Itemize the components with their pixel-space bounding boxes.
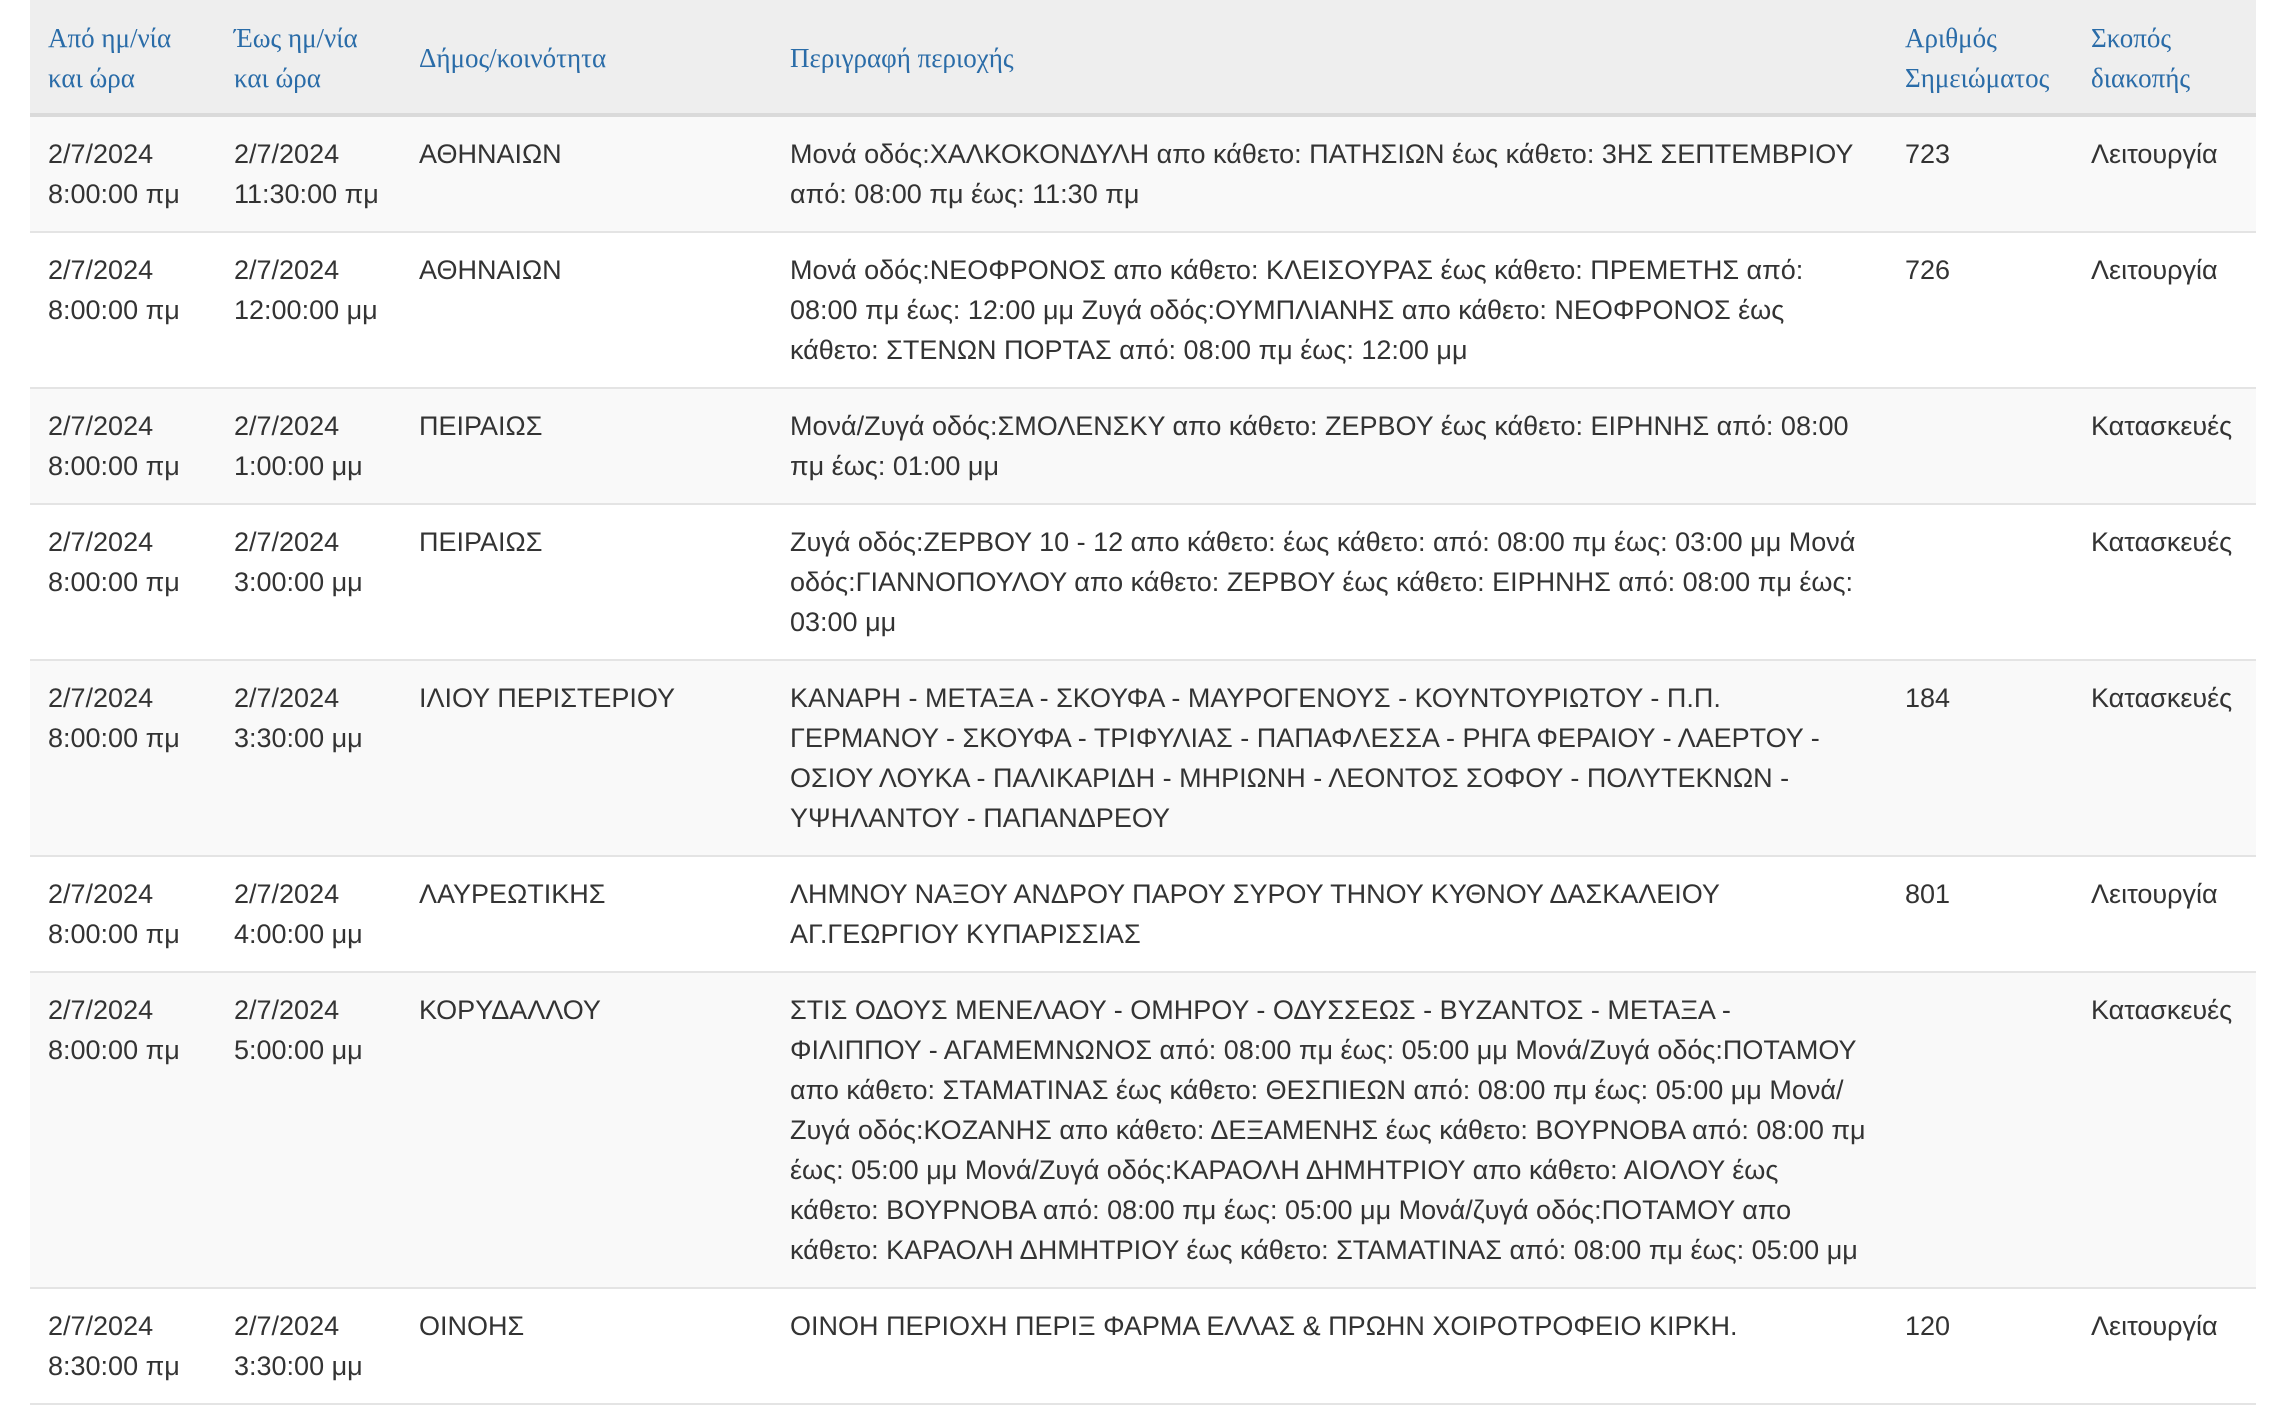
- to-time: 3:30:00 μμ: [234, 1351, 363, 1381]
- table-row: [30, 504, 2256, 660]
- header-purpose[interactable]: [2073, 0, 2256, 115]
- header-municipality[interactable]: [401, 0, 772, 115]
- cell-note-number: 726: [1887, 232, 2073, 388]
- cell-description: ΣΤΙΣ ΟΔΟΥΣ ΜΕΝΕΛΑΟΥ - ΟΜΗΡΟΥ - ΟΔΥΣΣΕΩΣ - ΒΥΖΑΝΤΟΣ - ΜΕΤΑΞΑ - ΦΙΛΙΠΠΟΥ - ΑΓΑΜΕΜΝΩΝΟΣ από: 08:00 πμ έως: 05:00 μμ Μονά/Ζυγά οδός:ΠΟΤΑΜΟΥ απο κάθετο: ΣΤΑΜΑΤΙΝΑΣ έως κάθετο: ΘΕΣΠΙΕΩΝ από: 08:00 πμ έως: 05:00 μμ Μονά/Ζυγά οδός:ΚΟΖΑΝΗΣ απο κάθετο: ΔΕΞΑΜΕΝΗΣ έως κάθετο: ΒΟΥΡΝΟΒΑ από: 08:00 πμ έως: 05:00 μμ Μονά/Ζυγά οδός:ΚΑΡΑΟΛΗ ΔΗΜΗΤΡΙΟΥ απο κάθετο: ΑΙΟΛΟΥ έως κάθετο: ΒΟΥΡΝΟΒΑ από: 08:00 πμ έως: 05:00 μμ Μονά/ζυγά οδός:ΠΟΤΑΜΟΥ απο κάθετο: ΚΑΡΑΟΛΗ ΔΗΜΗΤΡΙΟΥ έως κάθετο: ΣΤΑΜΑΤΙΝΑΣ από: 08:00 πμ έως: 05:00 μμ: [772, 972, 1887, 1288]
- header-note-line-1: Αριθμός: [1905, 22, 1997, 53]
- cell-note-number: 184: [1887, 660, 2073, 856]
- to-time: 12:00:00 μμ: [234, 295, 378, 325]
- from-time: 8:00:00 πμ: [48, 567, 180, 597]
- cell-note-number: [1887, 972, 2073, 1288]
- cell-to: [216, 504, 401, 660]
- cell-to: [216, 1288, 401, 1404]
- cell-municipality: ΛΑΥΡΕΩΤΙΚΗΣ: [401, 856, 772, 972]
- to-time: 3:30:00 μμ: [234, 723, 363, 753]
- outage-table: [30, 0, 2256, 1405]
- to-time: 11:30:00 πμ: [234, 179, 379, 209]
- header-note-line-2: Σημειώματος: [1905, 62, 2050, 93]
- outage-table-container: [30, 0, 2256, 1405]
- cell-to: [216, 972, 401, 1288]
- to-time: 3:00:00 μμ: [234, 567, 363, 597]
- from-time: 8:00:00 πμ: [48, 179, 180, 209]
- cell-purpose: Κατασκευές: [2073, 660, 2256, 856]
- to-date: 2/7/2024: [234, 879, 340, 909]
- from-time: 8:00:00 πμ: [48, 1035, 180, 1065]
- from-date: 2/7/2024: [48, 995, 154, 1025]
- header-municipality-label: Δήμος/κοινότητα: [419, 42, 607, 73]
- to-date: 2/7/2024: [234, 683, 340, 713]
- cell-from: [30, 1288, 216, 1404]
- cell-description: Ζυγά οδός:ΖΕΡΒΟΥ 10 - 12 απο κάθετο: έως κάθετο: από: 08:00 πμ έως: 03:00 μμ Μονά οδός:ΓΙΑΝΝΟΠΟΥΛΟΥ απο κάθετο: ΖΕΡΒΟΥ έως κάθετο: ΕΙΡΗΝΗΣ από: 08:00 πμ έως: 03:00 μμ: [772, 504, 1887, 660]
- cell-note-number: [1887, 504, 2073, 660]
- cell-purpose: Κατασκευές: [2073, 972, 2256, 1288]
- header-purpose-line-2: διακοπής: [2091, 62, 2191, 93]
- from-date: 2/7/2024: [48, 139, 154, 169]
- cell-description: ΛΗΜΝΟΥ ΝΑΞΟΥ ΑΝΔΡΟΥ ΠΑΡΟΥ ΣΥΡΟΥ ΤΗΝΟΥ ΚΥΘΝΟΥ ΔΑΣΚΑΛΕΙΟΥ ΑΓ.ΓΕΩΡΓΙΟΥ ΚΥΠΑΡΙΣΣΙΑΣ: [772, 856, 1887, 972]
- cell-description: Μονά/Ζυγά οδός:ΣΜΟΛΕΝΣΚΥ απο κάθετο: ΖΕΡΒΟΥ έως κάθετο: ΕΙΡΗΝΗΣ από: 08:00 πμ έως: 01:00 μμ: [772, 388, 1887, 504]
- cell-from: [30, 972, 216, 1288]
- table-row: [30, 388, 2256, 504]
- to-date: 2/7/2024: [234, 255, 340, 285]
- to-date: 2/7/2024: [234, 527, 340, 557]
- table-row: [30, 1288, 2256, 1404]
- from-date: 2/7/2024: [48, 255, 154, 285]
- cell-purpose: Κατασκευές: [2073, 504, 2256, 660]
- cell-purpose: Λειτουργία: [2073, 1288, 2256, 1404]
- cell-municipality: ΠΕΙΡΑΙΩΣ: [401, 388, 772, 504]
- cell-note-number: 801: [1887, 856, 2073, 972]
- header-description-label: Περιγραφή περιοχής: [790, 42, 1014, 73]
- header-from-datetime[interactable]: [30, 0, 216, 115]
- cell-description: ΟΙΝΟΗ ΠΕΡΙΟΧΗ ΠΕΡΙΞ ΦΑΡΜΑ ΕΛΛΑΣ & ΠΡΩΗΝ ΧΟΙΡΟΤΡΟΦΕΙΟ ΚΙΡΚΗ.: [772, 1288, 1887, 1404]
- cell-note-number: [1887, 388, 2073, 504]
- to-date: 2/7/2024: [234, 139, 340, 169]
- cell-to: [216, 388, 401, 504]
- header-from-line-1: Από ημ/νία: [48, 22, 172, 53]
- cell-purpose: Λειτουργία: [2073, 232, 2256, 388]
- to-date: 2/7/2024: [234, 1311, 340, 1341]
- table-row: [30, 856, 2256, 972]
- to-time: 1:00:00 μμ: [234, 451, 363, 481]
- cell-to: [216, 115, 401, 232]
- cell-to: [216, 856, 401, 972]
- to-time: 4:00:00 μμ: [234, 919, 363, 949]
- header-to-line-2: και ώρα: [234, 62, 321, 93]
- from-time: 8:00:00 πμ: [48, 919, 180, 949]
- cell-from: [30, 504, 216, 660]
- table-header-row: [30, 0, 2256, 115]
- cell-municipality: ΑΘΗΝΑΙΩΝ: [401, 115, 772, 232]
- table-row: [30, 232, 2256, 388]
- from-time: 8:00:00 πμ: [48, 451, 180, 481]
- table-row: [30, 972, 2256, 1288]
- from-date: 2/7/2024: [48, 1311, 154, 1341]
- cell-from: [30, 660, 216, 856]
- cell-note-number: 120: [1887, 1288, 2073, 1404]
- from-time: 8:30:00 πμ: [48, 1351, 180, 1381]
- cell-description: ΚΑΝΑΡΗ - ΜΕΤΑΞΑ - ΣΚΟΥΦΑ - ΜΑΥΡΟΓΕΝΟΥΣ - ΚΟΥΝΤΟΥΡΙΩΤΟΥ - Π.Π. ΓΕΡΜΑΝΟΥ - ΣΚΟΥΦΑ - ΤΡΙΦΥΛΙΑΣ - ΠΑΠΑΦΛΕΣΣΑ - ΡΗΓΑ ΦΕΡΑΙΟΥ - ΛΑΕΡΤΟΥ - ΟΣΙΟΥ ΛΟΥΚΑ - ΠΑΛΙΚΑΡΙΔΗ - ΜΗΡΙΩΝΗ - ΛΕΟΝΤΟΣ ΣΟΦΟΥ - ΠΟΛΥΤΕΚΝΩΝ - ΥΨΗΛΑΝΤΟΥ - ΠΑΠΑΝΔΡΕΟΥ: [772, 660, 1887, 856]
- to-time: 5:00:00 μμ: [234, 1035, 363, 1065]
- header-note-number[interactable]: [1887, 0, 2073, 115]
- cell-purpose: Λειτουργία: [2073, 856, 2256, 972]
- cell-note-number: 723: [1887, 115, 2073, 232]
- cell-to: [216, 660, 401, 856]
- cell-to: [216, 232, 401, 388]
- table-row: [30, 115, 2256, 232]
- to-date: 2/7/2024: [234, 995, 340, 1025]
- cell-municipality: ΙΛΙΟΥ ΠΕΡΙΣΤΕΡΙΟΥ: [401, 660, 772, 856]
- cell-municipality: ΑΘΗΝΑΙΩΝ: [401, 232, 772, 388]
- header-description[interactable]: [772, 0, 1887, 115]
- header-purpose-line-1: Σκοπός: [2091, 22, 2172, 53]
- cell-from: [30, 115, 216, 232]
- from-date: 2/7/2024: [48, 527, 154, 557]
- cell-from: [30, 232, 216, 388]
- header-to-datetime[interactable]: [216, 0, 401, 115]
- from-date: 2/7/2024: [48, 411, 154, 441]
- cell-from: [30, 856, 216, 972]
- cell-purpose: Λειτουργία: [2073, 115, 2256, 232]
- to-date: 2/7/2024: [234, 411, 340, 441]
- cell-municipality: ΚΟΡΥΔΑΛΛΟΥ: [401, 972, 772, 1288]
- table-row: [30, 660, 2256, 856]
- from-date: 2/7/2024: [48, 879, 154, 909]
- cell-description: Μονά οδός:ΝΕΟΦΡΟΝΟΣ απο κάθετο: ΚΛΕΙΣΟΥΡΑΣ έως κάθετο: ΠΡΕΜΕΤΗΣ από: 08:00 πμ έως: 12:00 μμ Ζυγά οδός:ΟΥΜΠΛΙΑΝΗΣ απο κάθετο: ΝΕΟΦΡΟΝΟΣ έως κάθετο: ΣΤΕΝΩΝ ΠΟΡΤΑΣ από: 08:00 πμ έως: 12:00 μμ: [772, 232, 1887, 388]
- cell-purpose: Κατασκευές: [2073, 388, 2256, 504]
- cell-municipality: ΠΕΙΡΑΙΩΣ: [401, 504, 772, 660]
- from-date: 2/7/2024: [48, 683, 154, 713]
- header-from-line-2: και ώρα: [48, 62, 135, 93]
- from-time: 8:00:00 πμ: [48, 295, 180, 325]
- cell-municipality: ΟΙΝΟΗΣ: [401, 1288, 772, 1404]
- from-time: 8:00:00 πμ: [48, 723, 180, 753]
- cell-description: Μονά οδός:ΧΑΛΚΟΚΟΝΔΥΛΗ απο κάθετο: ΠΑΤΗΣΙΩΝ έως κάθετο: 3ΗΣ ΣΕΠΤΕΜΒΡΙΟΥ από: 08:00 πμ έως: 11:30 πμ: [772, 115, 1887, 232]
- header-to-line-1: Έως ημ/νία: [234, 22, 358, 53]
- cell-from: [30, 388, 216, 504]
